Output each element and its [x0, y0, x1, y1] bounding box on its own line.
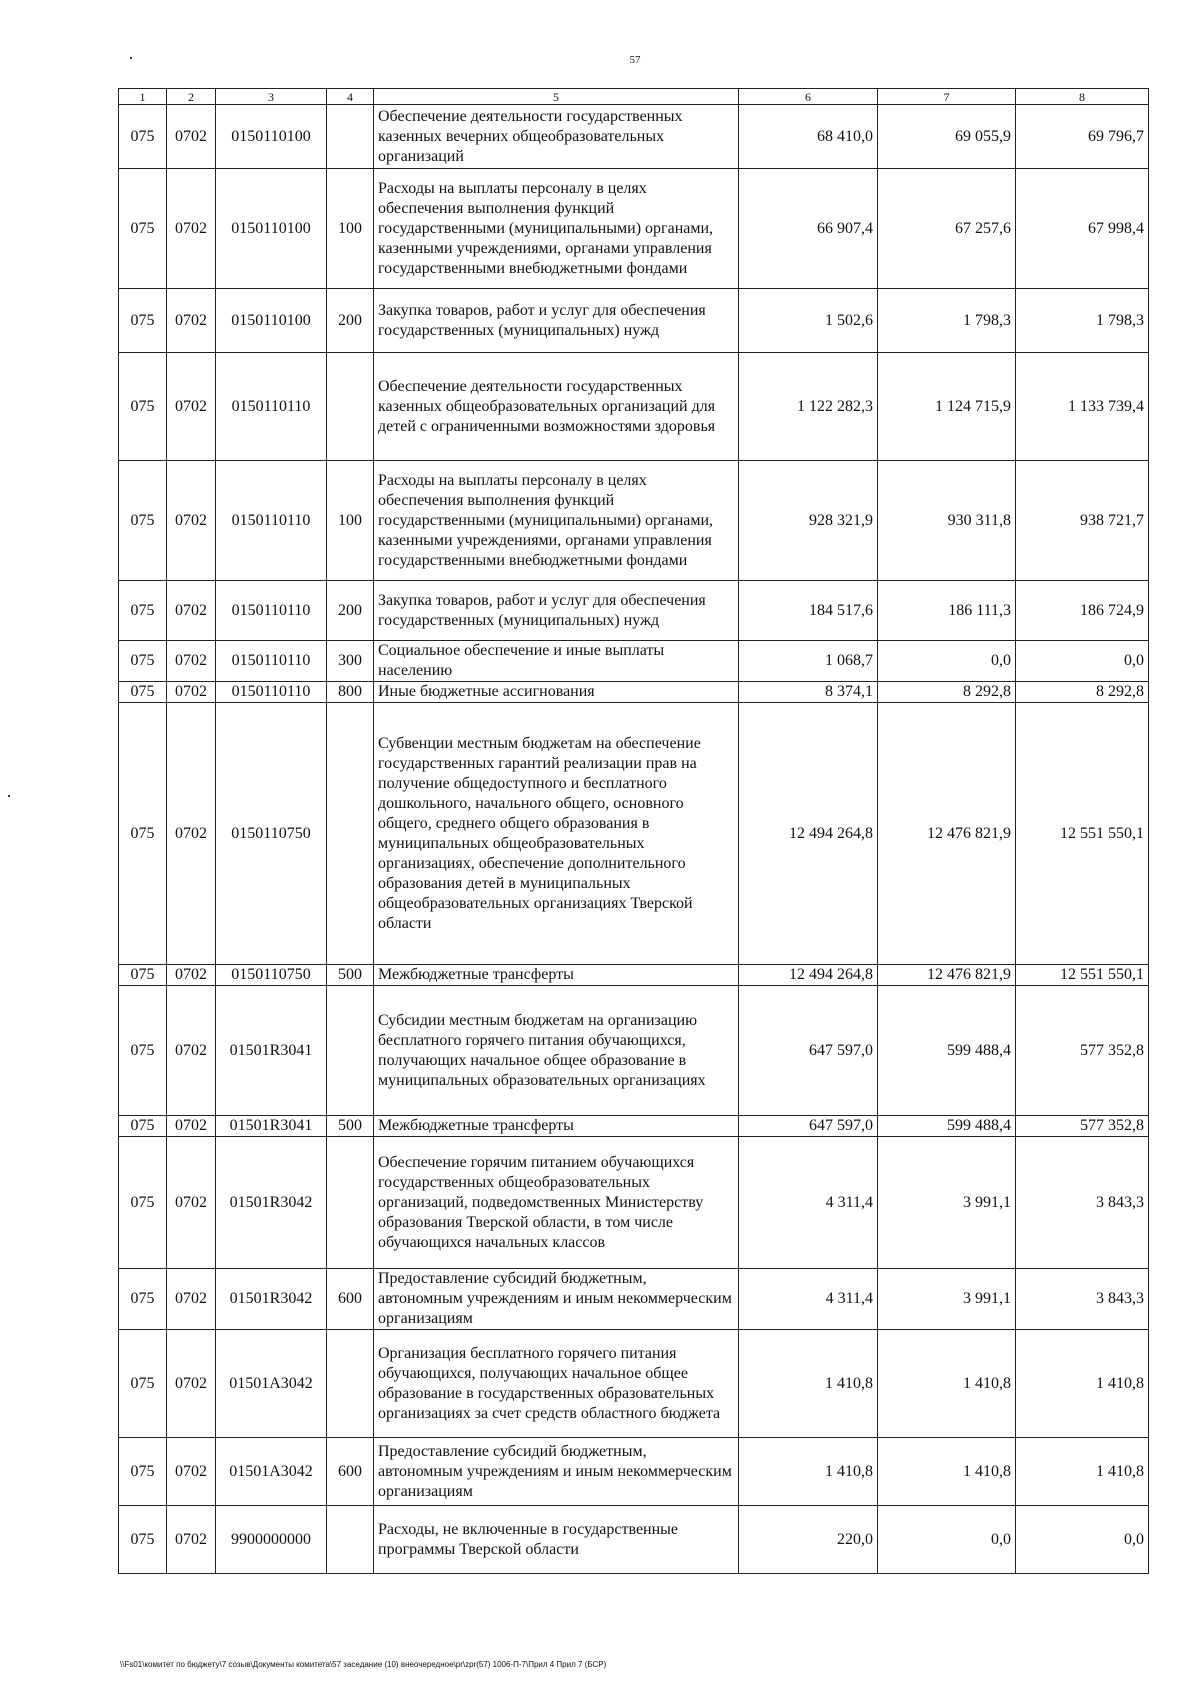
table-row	[119, 1506, 1149, 1574]
cell-target-article: 0150110100	[216, 289, 327, 353]
cell-amount-year-3: 3 843,3	[1016, 1137, 1149, 1269]
table-row	[119, 703, 1149, 965]
cell-amount-year-1: 1 068,7	[739, 641, 878, 682]
cell-expense-type: 500	[327, 1116, 374, 1137]
cell-target-article: 01501R3041	[216, 1116, 327, 1137]
cell-description: Закупка товаров, работ и услуг для обеспечения государственных (муниципальных) нужд	[374, 289, 739, 353]
page-number: 57	[629, 54, 641, 66]
cell-description: Организация бесплатного горячего питания обучающихся, получающих начальное общее образование в государственных образовательных организациях за счет средств областного бюджета	[374, 1330, 739, 1438]
cell-target-article: 0150110100	[216, 169, 327, 289]
cell-amount-year-3: 0,0	[1016, 641, 1149, 682]
cell-amount-year-3: 67 998,4	[1016, 169, 1149, 289]
cell-description: Межбюджетные трансферты	[374, 965, 739, 986]
cell-target-article: 0150110750	[216, 965, 327, 986]
cell-amount-year-1: 220,0	[739, 1506, 878, 1574]
column-header: 6	[739, 89, 878, 105]
cell-amount-year-2: 1 798,3	[878, 289, 1016, 353]
cell-amount-year-3: 69 796,7	[1016, 105, 1149, 169]
cell-expense-type	[327, 703, 374, 965]
cell-budget-code: 075	[119, 1137, 167, 1269]
cell-description: Расходы на выплаты персоналу в целях обеспечения выполнения функций государственными (муниципальными) органами, казенными учреждениями, органами управления государственными внебюджетными фондами	[374, 461, 739, 581]
cell-amount-year-3: 0,0	[1016, 1506, 1149, 1574]
cell-budget-code: 075	[119, 986, 167, 1116]
table-row	[119, 289, 1149, 353]
cell-budget-code: 075	[119, 1116, 167, 1137]
cell-description: Обеспечение деятельности государственных казенных общеобразовательных организаций для детей с ограниченными возможностями здоровья	[374, 353, 739, 461]
cell-budget-code: 075	[119, 1438, 167, 1506]
cell-budget-code: 075	[119, 581, 167, 641]
column-header: 7	[878, 89, 1016, 105]
cell-amount-year-2: 8 292,8	[878, 682, 1016, 703]
cell-target-article: 9900000000	[216, 1506, 327, 1574]
cell-description: Субсидии местным бюджетам на организацию бесплатного горячего питания обучающихся, получающих начальное общее образование в муниципальных образовательных организациях	[374, 986, 739, 1116]
cell-amount-year-3: 938 721,7	[1016, 461, 1149, 581]
cell-section-code: 0702	[167, 986, 216, 1116]
cell-amount-year-2: 599 488,4	[878, 1116, 1016, 1137]
table-row	[119, 986, 1149, 1116]
cell-section-code: 0702	[167, 965, 216, 986]
cell-budget-code: 075	[119, 289, 167, 353]
cell-section-code: 0702	[167, 461, 216, 581]
cell-amount-year-3: 3 843,3	[1016, 1269, 1149, 1330]
cell-budget-code: 075	[119, 703, 167, 965]
cell-budget-code: 075	[119, 682, 167, 703]
cell-amount-year-2: 67 257,6	[878, 169, 1016, 289]
cell-target-article: 01501R3042	[216, 1269, 327, 1330]
cell-section-code: 0702	[167, 1116, 216, 1137]
cell-amount-year-1: 68 410,0	[739, 105, 878, 169]
cell-amount-year-2: 599 488,4	[878, 986, 1016, 1116]
cell-expense-type	[327, 1506, 374, 1574]
cell-amount-year-2: 186 111,3	[878, 581, 1016, 641]
cell-amount-year-1: 1 502,6	[739, 289, 878, 353]
footer-file-path: \\Fs01\комитет по бюджету\7 созыв\Документы комитета\57 заседание (10) внеочередное\pr\zpr(57) 1006-П-7\Прил 4 Прил 7 (БСР)	[120, 1660, 607, 1669]
cell-amount-year-2: 3 991,1	[878, 1137, 1016, 1269]
cell-amount-year-1: 4 311,4	[739, 1137, 878, 1269]
cell-section-code: 0702	[167, 682, 216, 703]
cell-budget-code: 075	[119, 641, 167, 682]
cell-section-code: 0702	[167, 105, 216, 169]
table-row	[119, 1137, 1149, 1269]
cell-section-code: 0702	[167, 1137, 216, 1269]
cell-amount-year-2: 1 124 715,9	[878, 353, 1016, 461]
scan-artifact	[130, 57, 132, 59]
cell-description: Межбюджетные трансферты	[374, 1116, 739, 1137]
cell-expense-type: 200	[327, 581, 374, 641]
cell-amount-year-3: 1 798,3	[1016, 289, 1149, 353]
table-row	[119, 641, 1149, 682]
table-row	[119, 682, 1149, 703]
cell-amount-year-2: 1 410,8	[878, 1330, 1016, 1438]
cell-amount-year-1: 12 494 264,8	[739, 965, 878, 986]
cell-section-code: 0702	[167, 1438, 216, 1506]
cell-section-code: 0702	[167, 703, 216, 965]
cell-target-article: 01501R3041	[216, 986, 327, 1116]
cell-amount-year-1: 1 122 282,3	[739, 353, 878, 461]
cell-expense-type: 100	[327, 461, 374, 581]
column-header: 4	[327, 89, 374, 105]
cell-amount-year-3: 8 292,8	[1016, 682, 1149, 703]
cell-target-article: 01501R3042	[216, 1137, 327, 1269]
cell-target-article: 0150110110	[216, 682, 327, 703]
cell-expense-type: 300	[327, 641, 374, 682]
cell-amount-year-3: 12 551 550,1	[1016, 965, 1149, 986]
cell-target-article: 0150110110	[216, 581, 327, 641]
cell-amount-year-1: 928 321,9	[739, 461, 878, 581]
column-header: 1	[119, 89, 167, 105]
cell-expense-type	[327, 1330, 374, 1438]
table-header-row	[119, 89, 1149, 105]
cell-description: Обеспечение горячим питанием обучающихся государственных общеобразовательных организаций, подведомственных Министерству образования Тверской области, в том числе обучающихся начальных классов	[374, 1137, 739, 1269]
table-row	[119, 965, 1149, 986]
table-row	[119, 353, 1149, 461]
table-row	[119, 1330, 1149, 1438]
cell-amount-year-3: 1 410,8	[1016, 1438, 1149, 1506]
cell-amount-year-1: 1 410,8	[739, 1330, 878, 1438]
cell-description: Обеспечение деятельности государственных казенных вечерних общеобразовательных организаций	[374, 105, 739, 169]
cell-amount-year-1: 4 311,4	[739, 1269, 878, 1330]
cell-expense-type: 800	[327, 682, 374, 703]
cell-amount-year-1: 647 597,0	[739, 986, 878, 1116]
cell-amount-year-3: 12 551 550,1	[1016, 703, 1149, 965]
cell-budget-code: 075	[119, 1330, 167, 1438]
column-header: 5	[374, 89, 739, 105]
cell-amount-year-3: 577 352,8	[1016, 986, 1149, 1116]
cell-expense-type: 500	[327, 965, 374, 986]
table-row	[119, 169, 1149, 289]
cell-amount-year-1: 12 494 264,8	[739, 703, 878, 965]
cell-amount-year-2: 69 055,9	[878, 105, 1016, 169]
cell-description: Предоставление субсидий бюджетным, автономным учреждениям и иным некоммерческим организациям	[374, 1438, 739, 1506]
cell-budget-code: 075	[119, 105, 167, 169]
cell-expense-type: 600	[327, 1269, 374, 1330]
cell-description: Иные бюджетные ассигнования	[374, 682, 739, 703]
table-row	[119, 1269, 1149, 1330]
table-body	[119, 105, 1149, 1574]
cell-amount-year-3: 577 352,8	[1016, 1116, 1149, 1137]
cell-amount-year-2: 12 476 821,9	[878, 703, 1016, 965]
cell-budget-code: 075	[119, 353, 167, 461]
column-header: 3	[216, 89, 327, 105]
cell-expense-type	[327, 105, 374, 169]
cell-amount-year-2: 0,0	[878, 1506, 1016, 1574]
cell-expense-type: 600	[327, 1438, 374, 1506]
table-row	[119, 581, 1149, 641]
cell-description: Предоставление субсидий бюджетным, автономным учреждениям и иным некоммерческим организациям	[374, 1269, 739, 1330]
cell-expense-type: 100	[327, 169, 374, 289]
cell-section-code: 0702	[167, 1506, 216, 1574]
cell-description: Субвенции местным бюджетам на обеспечение государственных гарантий реализации прав на получение общедоступного и бесплатного дошкольного, начального общего, основного общего, среднего общего образования в муниципальных общеобразовательных организациях, обеспечение дополнительного образования детей в муниципальных общеобразовательных организациях Тверской области	[374, 703, 739, 965]
cell-description: Закупка товаров, работ и услуг для обеспечения государственных (муниципальных) нужд	[374, 581, 739, 641]
cell-amount-year-3: 1 410,8	[1016, 1330, 1149, 1438]
cell-budget-code: 075	[119, 1269, 167, 1330]
cell-target-article: 0150110100	[216, 105, 327, 169]
cell-amount-year-1: 8 374,1	[739, 682, 878, 703]
scan-artifact	[8, 795, 10, 797]
cell-description: Расходы на выплаты персоналу в целях обеспечения выполнения функций государственными (муниципальными) органами, казенными учреждениями, органами управления государственными внебюджетными фондами	[374, 169, 739, 289]
cell-budget-code: 075	[119, 1506, 167, 1574]
cell-budget-code: 075	[119, 965, 167, 986]
cell-expense-type	[327, 986, 374, 1116]
cell-description: Социальное обеспечение и иные выплаты населению	[374, 641, 739, 682]
cell-section-code: 0702	[167, 581, 216, 641]
cell-amount-year-2: 1 410,8	[878, 1438, 1016, 1506]
cell-amount-year-2: 0,0	[878, 641, 1016, 682]
cell-target-article: 0150110110	[216, 461, 327, 581]
table-row	[119, 1438, 1149, 1506]
cell-expense-type: 200	[327, 289, 374, 353]
cell-section-code: 0702	[167, 353, 216, 461]
cell-section-code: 0702	[167, 1269, 216, 1330]
cell-section-code: 0702	[167, 289, 216, 353]
cell-amount-year-2: 930 311,8	[878, 461, 1016, 581]
cell-target-article: 01501A3042	[216, 1438, 327, 1506]
cell-expense-type	[327, 353, 374, 461]
cell-budget-code: 075	[119, 461, 167, 581]
budget-table	[118, 88, 1149, 1574]
cell-target-article: 0150110750	[216, 703, 327, 965]
cell-amount-year-2: 3 991,1	[878, 1269, 1016, 1330]
cell-amount-year-3: 1 133 739,4	[1016, 353, 1149, 461]
column-header: 8	[1016, 89, 1149, 105]
cell-section-code: 0702	[167, 169, 216, 289]
cell-amount-year-2: 12 476 821,9	[878, 965, 1016, 986]
cell-amount-year-3: 186 724,9	[1016, 581, 1149, 641]
cell-budget-code: 075	[119, 169, 167, 289]
cell-description: Расходы, не включенные в государственные программы Тверской области	[374, 1506, 739, 1574]
cell-amount-year-1: 184 517,6	[739, 581, 878, 641]
table-row	[119, 461, 1149, 581]
cell-amount-year-1: 66 907,4	[739, 169, 878, 289]
table-row	[119, 1116, 1149, 1137]
cell-amount-year-1: 647 597,0	[739, 1116, 878, 1137]
cell-target-article: 0150110110	[216, 353, 327, 461]
cell-amount-year-1: 1 410,8	[739, 1438, 878, 1506]
cell-target-article: 01501A3042	[216, 1330, 327, 1438]
cell-section-code: 0702	[167, 1330, 216, 1438]
cell-expense-type	[327, 1137, 374, 1269]
cell-section-code: 0702	[167, 641, 216, 682]
cell-target-article: 0150110110	[216, 641, 327, 682]
table-row	[119, 105, 1149, 169]
column-header: 2	[167, 89, 216, 105]
